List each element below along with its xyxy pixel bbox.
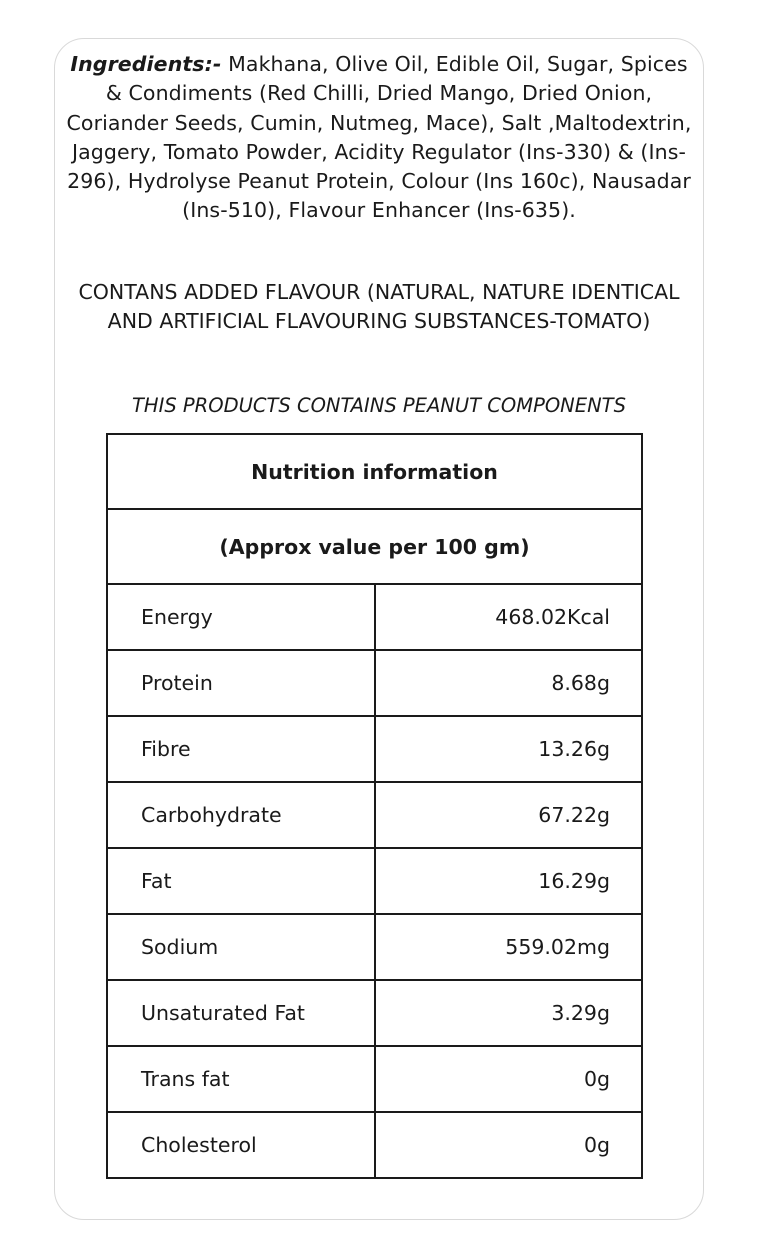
nutrient-name: Energy — [107, 584, 375, 650]
ingredients-paragraph — [66, 50, 692, 226]
nutrient-name: Cholesterol — [107, 1112, 375, 1178]
nutrient-value: 468.02Kcal — [375, 584, 643, 650]
nutrient-value: 16.29g — [375, 848, 643, 914]
nutrition-subtitle: (Approx value per 100 gm) — [107, 509, 642, 584]
table-row — [107, 716, 642, 782]
nutrient-name: Fibre — [107, 716, 375, 782]
ingredients-label: Ingredients:- — [70, 52, 222, 76]
nutrient-value: 8.68g — [375, 650, 643, 716]
table-row — [107, 980, 642, 1046]
nutrient-name: Trans fat — [107, 1046, 375, 1112]
nutrient-value: 0g — [375, 1046, 643, 1112]
nutrient-name: Sodium — [107, 914, 375, 980]
nutrition-title-row — [107, 434, 642, 509]
added-flavour-notice: CONTANS ADDED FLAVOUR (NATURAL, NATURE IDENTICAL AND ARTIFICIAL FLAVOURING SUBSTANCES-TOMATO) — [78, 280, 680, 334]
table-row — [107, 914, 642, 980]
nutrient-value: 3.29g — [375, 980, 643, 1046]
table-row — [107, 650, 642, 716]
nutrition-subtitle-row — [107, 509, 642, 584]
nutrient-name: Carbohydrate — [107, 782, 375, 848]
nutrient-value: 0g — [375, 1112, 643, 1178]
ingredients-list: Makhana, Olive Oil, Edible Oil, Sugar, Spices & Condiments (Red Chilli, Dried Mango, Dried Onion, Coriander Seeds, Cumin, Nutmeg, Mace), Salt ,Maltodextrin, Jaggery, Tomato Powder, Acidity Regulator (Ins-330) & (Ins-296), Hydrolyse Peanut Protein, Colour (Ins 160c), Nausadar (Ins-510), Flavour Enhancer (Ins-635). — [66, 52, 692, 223]
nutrient-name: Fat — [107, 848, 375, 914]
table-row — [107, 782, 642, 848]
nutrient-name: Unsaturated Fat — [107, 980, 375, 1046]
table-row — [107, 848, 642, 914]
nutrient-name: Protein — [107, 650, 375, 716]
table-row — [107, 1112, 642, 1178]
nutrient-value: 67.22g — [375, 782, 643, 848]
peanut-allergen-notice: THIS PRODUCTS CONTAINS PEANUT COMPONENTS — [132, 394, 626, 417]
nutrient-value: 13.26g — [375, 716, 643, 782]
nutrition-table — [106, 433, 643, 1179]
nutrition-title: Nutrition information — [107, 434, 642, 509]
nutrient-value: 559.02mg — [375, 914, 643, 980]
table-row — [107, 584, 642, 650]
table-row — [107, 1046, 642, 1112]
